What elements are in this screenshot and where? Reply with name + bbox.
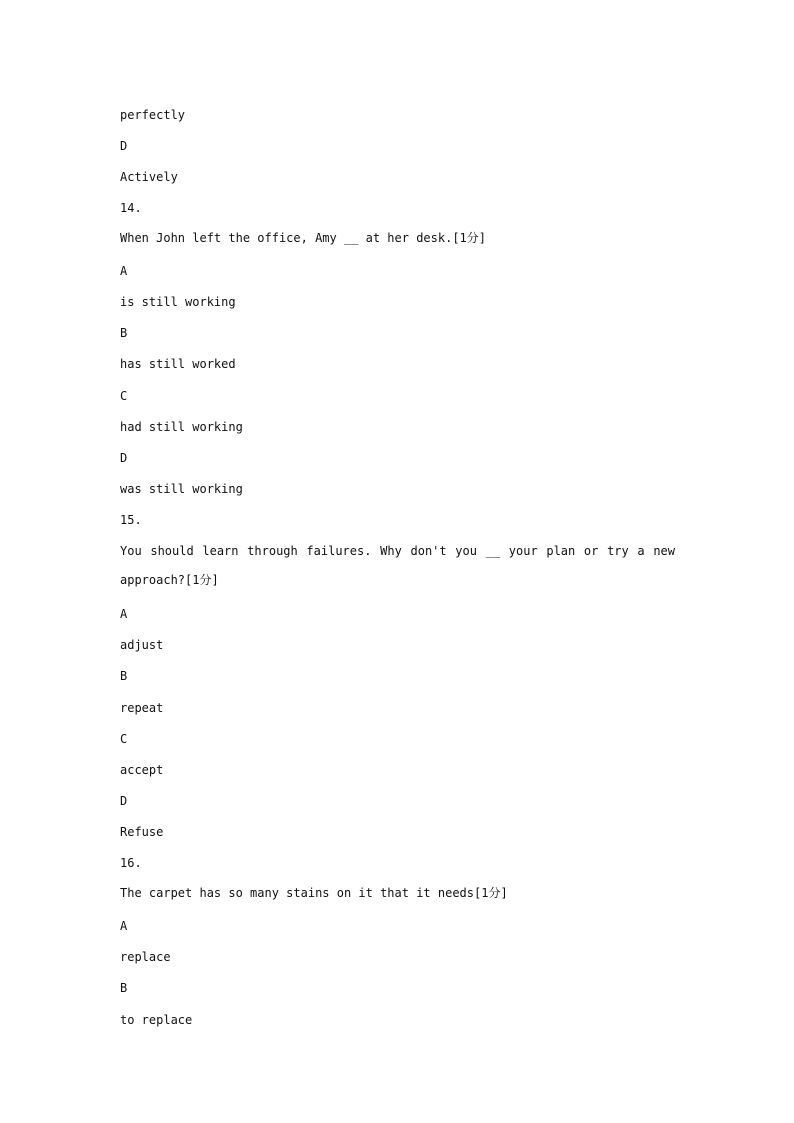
q16-option-b-text: to replace bbox=[120, 1013, 193, 1027]
q15-number: 15. bbox=[120, 513, 142, 527]
q14-option-c-text: had still working bbox=[120, 420, 243, 434]
q16-option-b-letter: B bbox=[120, 981, 128, 995]
q14-number: 14. bbox=[120, 201, 142, 215]
q14-option-d-text: was still working bbox=[120, 482, 243, 496]
q13-option-d-text: Actively bbox=[120, 170, 178, 184]
q14-prompt: When John left the office, Amy __ at her desk.[1分] bbox=[120, 231, 487, 245]
q14-option-b-letter: B bbox=[120, 326, 128, 340]
q16-option-a-letter: A bbox=[120, 919, 128, 933]
q16-number: 16. bbox=[120, 856, 142, 870]
q14-option-a-text: is still working bbox=[120, 295, 236, 309]
q14-option-b-text: has still worked bbox=[120, 357, 236, 371]
q15-option-a-text: adjust bbox=[120, 638, 164, 652]
q15-option-b-letter: B bbox=[120, 669, 128, 683]
q15-option-d-letter: D bbox=[120, 794, 128, 808]
q15-option-a-letter: A bbox=[120, 607, 128, 621]
q16-option-a-text: replace bbox=[120, 950, 171, 964]
q13-option-d-letter: D bbox=[120, 139, 128, 153]
q14-option-d-letter: D bbox=[120, 451, 128, 465]
q15-option-d-text: Refuse bbox=[120, 825, 164, 839]
q14-option-c-letter: C bbox=[120, 389, 128, 403]
q15-prompt: You should learn through failures. Why don't you __ your plan or try a new approach?[1分] bbox=[120, 544, 675, 587]
q16-prompt: The carpet has so many stains on it that it needs[1分] bbox=[120, 886, 508, 900]
q13-option-c-text: perfectly bbox=[120, 108, 186, 122]
q14-option-a-letter: A bbox=[120, 264, 128, 278]
q15-option-b-text: repeat bbox=[120, 701, 164, 715]
q15-option-c-text: accept bbox=[120, 763, 164, 777]
q15-option-c-letter: C bbox=[120, 732, 128, 746]
